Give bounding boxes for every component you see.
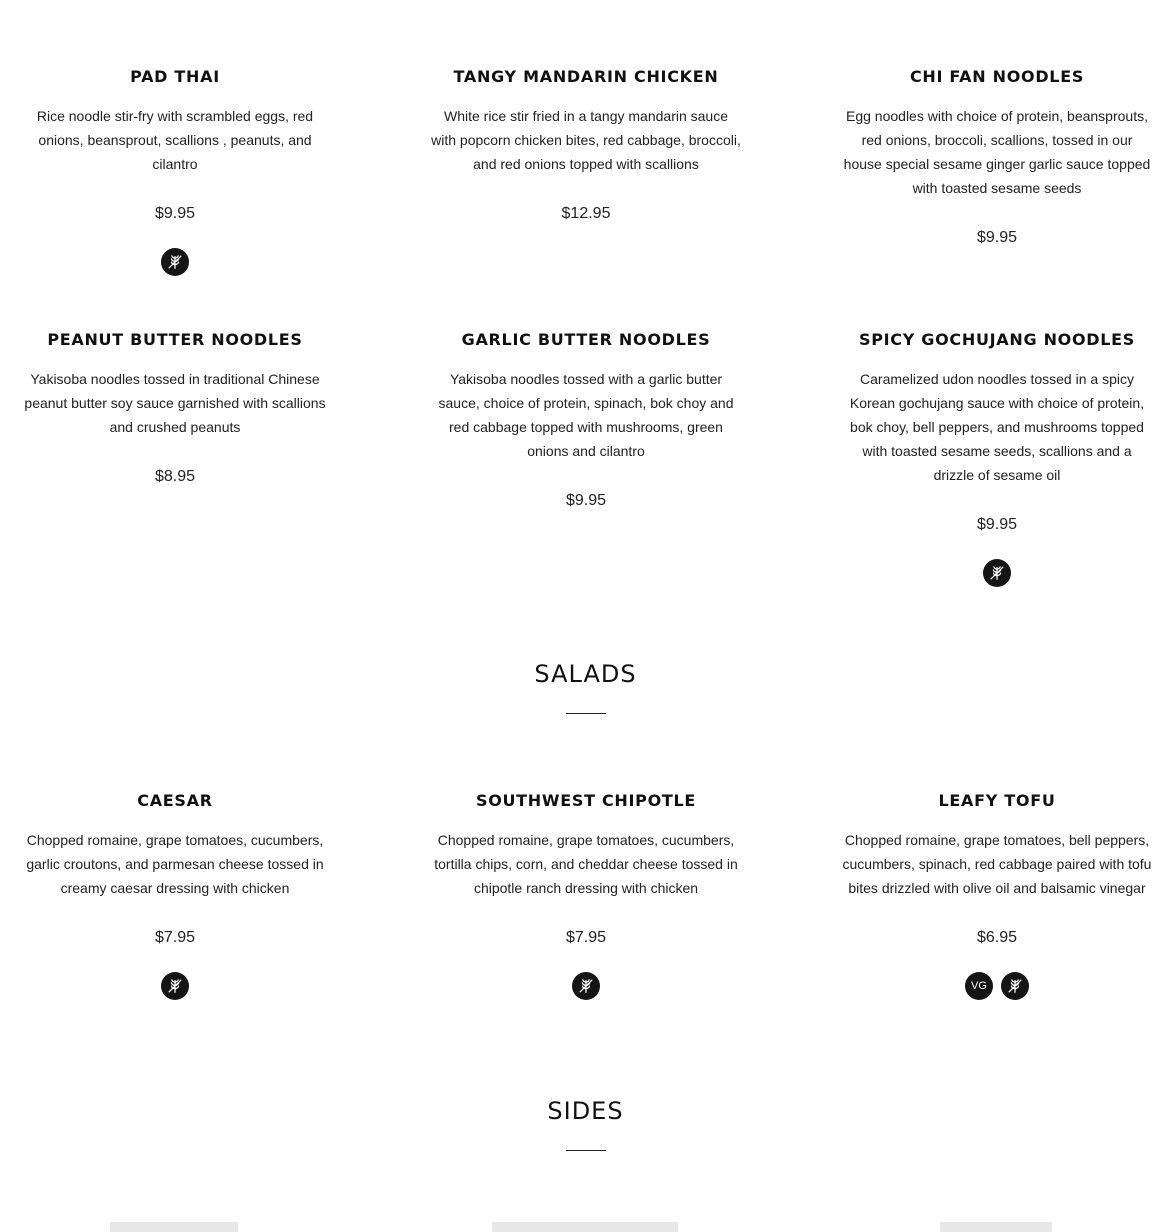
item-description: Yakisoba noodles tossed in traditional Chinese peanut butter soy sauce garnished with scallions and crushed peanuts: [24, 371, 326, 435]
item-name: CHI FAN NOODLES: [909, 67, 1085, 86]
diet-badges: [20, 972, 330, 1000]
item-description: Egg noodles with choice of protein, beansprouts, red onions, broccoli, scallions, tossed in our house special sesame ginger garlic sauce topped with toasted sesame seeds: [843, 108, 1151, 196]
menu-row: [0, 64, 1171, 246]
item-name: LEAFY TOFU: [938, 791, 1056, 810]
item-name: GARLIC BUTTER NOODLES: [461, 330, 711, 349]
section-heading-salads: [0, 659, 1171, 714]
section-heading-sides: [0, 1096, 1171, 1151]
item-price: $8.95: [154, 468, 196, 485]
item-price: $6.95: [976, 929, 1018, 946]
item-name: TANGY MANDARIN CHICKEN: [453, 67, 719, 86]
gluten-free-icon: [1001, 972, 1029, 1000]
diet-badges: [842, 972, 1152, 1000]
item-description: Chopped romaine, grape tomatoes, bell peppers, cucumbers, spinach, red cabbage paired with tofu bites drizzled with olive oil and balsamic vinegar: [842, 832, 1152, 896]
menu-item-tangy-mandarin-chicken: [431, 64, 741, 224]
menu-item-pad-thai: [20, 64, 330, 276]
item-description: White rice stir fried in a tangy mandarin sauce with popcorn chicken bites, red cabbage, broccoli, and red onions topped with scallions: [431, 108, 741, 172]
item-name: PEANUT BUTTER NOODLES: [47, 330, 303, 349]
cutoff-item-heading: [492, 1222, 678, 1232]
menu-row: [0, 788, 1171, 992]
item-name: SPICY GOCHUJANG NOODLES: [858, 330, 1135, 349]
section-title: SIDES: [547, 1097, 624, 1125]
item-price: $9.95: [976, 516, 1018, 533]
diet-badges: [20, 248, 330, 276]
item-description: Caramelized udon noodles tossed in a spicy Korean gochujang sauce with choice of protein, bok choy, bell peppers, and mushrooms topped with toasted sesame seeds, scallions and a drizzle of sesame oil: [849, 371, 1145, 483]
item-name: SOUTHWEST CHIPOTLE: [475, 791, 697, 810]
item-price: $12.95: [561, 205, 611, 222]
vegan-badge-icon: VG: [965, 972, 993, 1000]
item-description: Yakisoba noodles tossed with a garlic butter sauce, choice of protein, spinach, bok choy and red cabbage topped with mushrooms, green onions and cilantro: [438, 371, 734, 459]
item-description: Chopped romaine, grape tomatoes, cucumbers, garlic croutons, and parmesan cheese tossed in creamy caesar dressing with chicken: [26, 832, 324, 896]
menu-item-chi-fan-noodles: [842, 64, 1152, 248]
cutoff-item-heading: [940, 1222, 1052, 1232]
diet-badges: [842, 559, 1152, 587]
gluten-free-icon: [572, 972, 600, 1000]
gluten-free-icon: [161, 248, 189, 276]
menu-item-caesar: [20, 788, 330, 1000]
item-price: $9.95: [154, 205, 196, 222]
item-price: $7.95: [154, 929, 196, 946]
gluten-free-icon: [983, 559, 1011, 587]
item-name: PAD THAI: [130, 67, 220, 86]
item-price: $9.95: [565, 492, 607, 509]
item-name: CAESAR: [137, 791, 213, 810]
item-price: $9.95: [976, 229, 1018, 246]
menu-item-leafy-tofu: [842, 788, 1152, 1000]
cutoff-item-heading: [110, 1222, 238, 1232]
item-description: Rice noodle stir-fry with scrambled eggs, red onions, beansprout, scallions , peanuts, and cilantro: [36, 108, 314, 172]
section-divider: [566, 713, 606, 714]
item-price: $7.95: [565, 929, 607, 946]
menu-item-spicy-gochujang-noodles: [842, 327, 1152, 587]
menu-row: [0, 327, 1171, 533]
diet-badges: [431, 972, 741, 1000]
menu-item-peanut-butter-noodles: [20, 327, 330, 487]
menu-item-southwest-chipotle: [431, 788, 741, 1000]
section-divider: [566, 1150, 606, 1151]
gluten-free-icon: [161, 972, 189, 1000]
item-description: Chopped romaine, grape tomatoes, cucumbers, tortilla chips, corn, and cheddar cheese tossed in chipotle ranch dressing with chicken: [434, 832, 738, 896]
section-title: SALADS: [534, 660, 637, 688]
menu-item-garlic-butter-noodles: [431, 327, 741, 511]
